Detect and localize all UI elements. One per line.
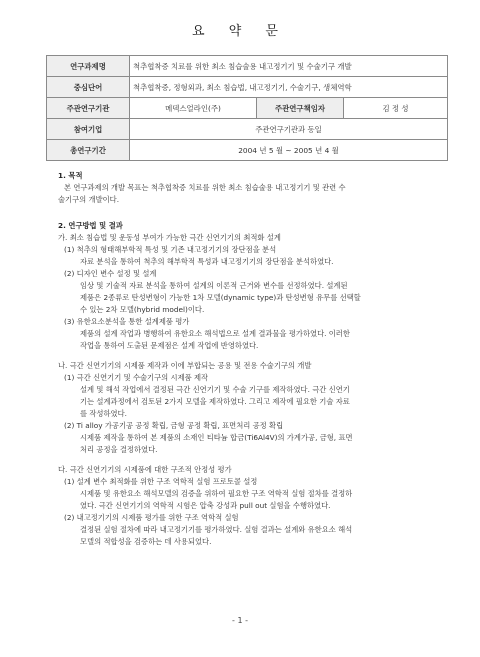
paragraph-line: 였다. 극간 신연기기의 역학적 시험은 압축 강성과 pull out 실험을 수행하였다. xyxy=(80,501,331,510)
paragraph-line: 시제품 제작을 통하여 본 제품의 소재인 티타늄 합금(Ti6Al4V)의 가계가공, 금형, 표면 xyxy=(80,433,353,442)
table-row xyxy=(47,77,448,98)
item-title: (1) 설계 변수 최적화를 위한 구조 역학적 실험 프로토콜 설정 xyxy=(64,477,258,486)
lead-institution-value: 메덱스얼라인(주) xyxy=(130,98,257,119)
paragraph-line: 를 작성하였다. xyxy=(80,409,127,418)
paragraph-line: 술기구의 개발이다. xyxy=(58,195,120,204)
page-number: - 1 - xyxy=(232,616,248,625)
paragraph-line: 수 있는 2차 모델(hybrid model)이다. xyxy=(80,305,205,314)
item-title: (1) 척추의 형태해부학적 특성 및 기존 내고정기기의 장단점을 분석 xyxy=(64,245,277,254)
item-title: (2) Ti alloy 가공기공 공정 확립, 금형 공정 확립, 표면처리 공정 확립 xyxy=(64,421,284,430)
paragraph-line: 제품은 2종류로 탄성변형이 가능한 1차 모델(dynamic type)과 탄성변형 유무를 선택할 xyxy=(80,293,361,302)
item-title: (2) 내고정기기의 시제품 평가를 위한 구조 역학적 실험 xyxy=(64,513,239,522)
item-title: (1) 극간 신연기기 및 수술기구의 시제품 제작 xyxy=(64,373,209,382)
subsection-title: 가. 최소 침습법 및 운동성 부여가 가능한 극간 신연기기의 최적화 설계 xyxy=(58,233,281,242)
participating-company-label: 참여기업 xyxy=(47,119,130,140)
paragraph-line: 모델의 적합성을 검증하는 데 사용되었다. xyxy=(80,537,212,546)
paragraph-line: 결정된 실험 절차에 따라 내고정기기를 평가하였다. 실험 결과는 설계와 유한요소 해석 xyxy=(80,525,353,534)
keywords-label: 중심단어 xyxy=(47,77,130,98)
keywords-value: 척추협착증, 정형외과, 최소 침습법, 내고정기기, 수술기구, 생체역학 xyxy=(130,77,448,98)
participating-company-value: 주관연구기관과 동일 xyxy=(130,119,448,140)
summary-info-table xyxy=(46,55,448,161)
paragraph-line: 시제품 및 유한요소 해석모델의 검증을 위하여 필요한 구조 역학적 실험 절차를 결정하 xyxy=(80,489,353,498)
table-row xyxy=(47,56,448,77)
section-heading-methods: 2. 연구방법 및 결과 xyxy=(58,221,123,230)
table-row xyxy=(47,98,448,119)
page-title: 요 약 문 xyxy=(192,24,288,39)
subsection-title: 나. 극간 신연기기의 시제품 제작과 이에 부합되는 공용 및 전용 수술기구의 개발 xyxy=(58,361,312,370)
paragraph-line: 작업을 통하여 도출된 문제점은 설계 작업에 반영하였다. xyxy=(80,341,259,350)
project-title-value: 척추협착증 치료를 위한 최소 침습술용 내고정기기 및 수술기구 개발 xyxy=(130,56,448,77)
project-title-label: 연구과제명 xyxy=(47,56,130,77)
research-period-label: 총연구기간 xyxy=(47,140,130,161)
subsection-title: 다. 극간 신연기기의 시제품에 대한 구조적 안정성 평가 xyxy=(58,465,232,474)
paragraph-line: 제품의 설계 작업과 병행하여 유한요소 해석법으로 설계 결과물을 평가하였다. 이러한 xyxy=(80,329,350,338)
paragraph-line: 설계 및 해석 작업에서 결정된 극간 신연기기 및 수술 기구를 제작하였다. 극간 신연기 xyxy=(80,385,350,394)
paragraph-line: 본 연구과제의 개발 목표는 척추협착증 치료를 위한 최소 침습술용 내고정기기 및 관련 수 xyxy=(64,183,346,192)
section-heading-purpose: 1. 목적 xyxy=(58,171,83,180)
research-period-value: 2004 년 5 월 ~ 2005 년 4 월 xyxy=(130,140,448,161)
table-row xyxy=(47,119,448,140)
principal-investigator-value: 김 정 성 xyxy=(344,98,448,119)
paragraph-line: 자료 분석을 통하여 척추의 해부학적 특성과 내고정기기의 장단점을 분석하였다. xyxy=(80,257,334,266)
paragraph-line: 임상 및 기술적 자료 분석을 통하여 설계의 이론적 근거와 변수를 선정하였다. 설계된 xyxy=(80,281,348,290)
principal-investigator-label: 주관연구책임자 xyxy=(257,98,344,119)
paragraph-line: 처리 공정을 결정하였다. xyxy=(80,445,158,454)
table-row xyxy=(47,140,448,161)
lead-institution-label: 주관연구기관 xyxy=(47,98,130,119)
item-title: (2) 디자인 변수 설정 및 설계 xyxy=(64,269,157,278)
paragraph-line: 기는 설계과정에서 검토된 2가지 모델을 제작하였다. 그리고 제작에 필요한 기술 자료 xyxy=(80,397,350,406)
item-title: (3) 유한요소분석을 통한 설계제품 평가 xyxy=(64,317,190,326)
summary-body xyxy=(58,170,450,548)
